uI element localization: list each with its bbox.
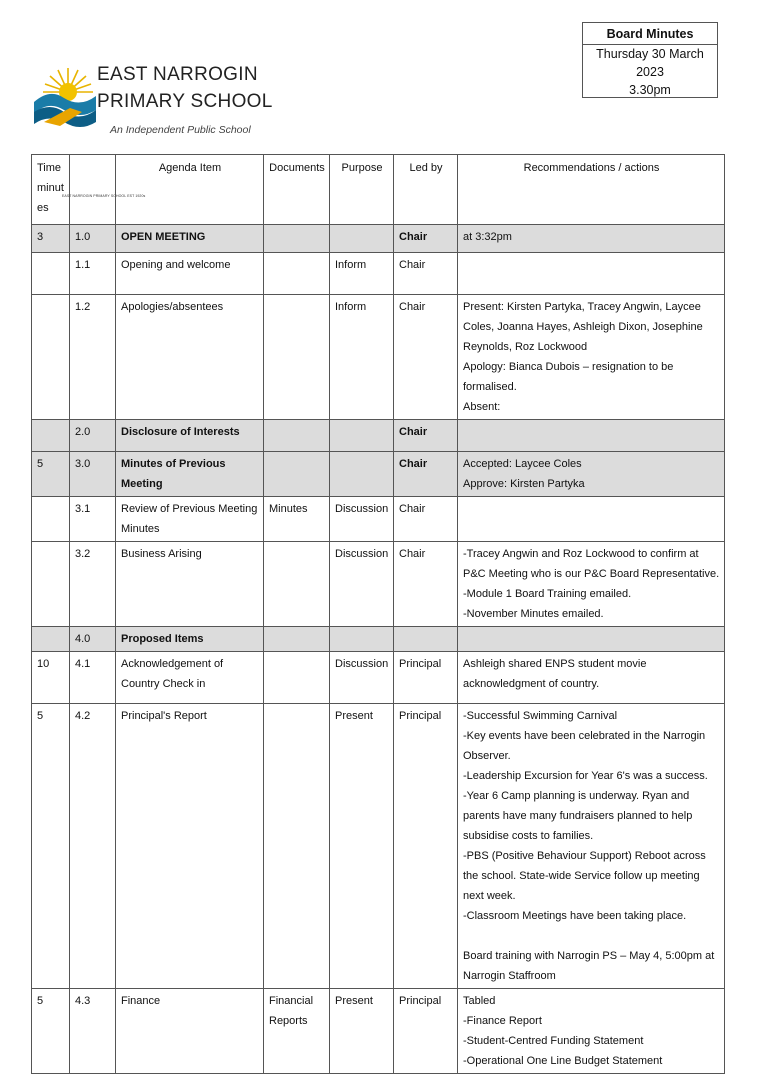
row-documents	[264, 704, 330, 989]
row-number: 1.0	[70, 225, 116, 253]
row-agenda-item: Business Arising	[116, 542, 264, 627]
row-purpose: Discussion	[330, 497, 394, 542]
row-led-by: Principal	[394, 704, 458, 989]
row-actions	[458, 989, 725, 1074]
row-led-by	[394, 627, 458, 652]
row-number: 1.2	[70, 295, 116, 420]
row-documents	[264, 452, 330, 497]
action-line: at 3:32pm	[463, 231, 512, 243]
action-line: -Student-Centred Funding Statement	[463, 1035, 644, 1047]
row-documents	[264, 253, 330, 295]
row-purpose	[330, 627, 394, 652]
table-row	[32, 497, 725, 542]
school-logo-emblem-icon	[30, 62, 100, 134]
row-purpose	[330, 452, 394, 497]
table-row	[32, 542, 725, 627]
action-line: Present: Kirsten Partyka, Tracey Angwin, Laycee Coles, Joanna Hayes, Ashleigh Dixon, Josephine Reynolds, Roz Lockwood	[463, 301, 703, 353]
action-line: Absent:	[463, 401, 501, 413]
table-row	[32, 704, 725, 989]
row-agenda-item: Opening and welcome	[116, 253, 264, 295]
row-actions	[458, 452, 725, 497]
row-documents	[264, 542, 330, 627]
row-purpose	[330, 420, 394, 452]
row-led-by: Chair	[394, 452, 458, 497]
row-actions	[458, 295, 725, 420]
table-row	[32, 420, 725, 452]
row-number: 2.0	[70, 420, 116, 452]
row-led-by: Chair	[394, 497, 458, 542]
action-line: -Classroom Meetings have been taking place.	[463, 910, 687, 922]
row-time	[32, 497, 70, 542]
action-line: Board training with Narrogin PS – May 4, 5:00pm at Narrogin Staffroom	[463, 950, 715, 982]
row-agenda-item: Principal's Report	[116, 704, 264, 989]
school-name-line1: EAST NARROGIN	[97, 64, 258, 85]
action-line: -PBS (Positive Behaviour Support) Reboot across the school. State-wide Service follow up meeting next week.	[463, 850, 706, 902]
action-line: -Leadership Excursion for Year 6's was a success.	[463, 770, 708, 782]
row-number: 4.0	[70, 627, 116, 652]
row-actions	[458, 420, 725, 452]
row-agenda-item: Disclosure of Interests	[116, 420, 264, 452]
row-number: 4.3	[70, 989, 116, 1074]
row-time: 3	[32, 225, 70, 253]
header-agenda-item: Agenda Item	[116, 155, 264, 225]
meeting-time: 3.30pm	[629, 83, 671, 98]
action-line: Accepted: Laycee Coles	[463, 458, 582, 470]
row-purpose	[330, 225, 394, 253]
action-line: Tabled	[463, 995, 496, 1007]
row-agenda-item: Apologies/absentees	[116, 295, 264, 420]
school-name-line2: PRIMARY SCHOOL	[97, 91, 273, 112]
action-line: -November Minutes emailed.	[463, 608, 604, 620]
action-line: Approve: Kirsten Partyka	[463, 478, 585, 490]
table-row	[32, 295, 725, 420]
row-agenda-item: Minutes of Previous Meeting	[116, 452, 264, 497]
row-purpose: Discussion	[330, 652, 394, 704]
action-line: Apology: Bianca Dubois – resignation to be formalised.	[463, 361, 674, 393]
row-led-by: Chair	[394, 420, 458, 452]
header-number	[70, 155, 116, 225]
row-agenda-item: Finance	[116, 989, 264, 1074]
row-time	[32, 295, 70, 420]
row-documents: Financial Reports	[264, 989, 330, 1074]
row-time	[32, 542, 70, 627]
table-row	[32, 452, 725, 497]
row-time: 5	[32, 452, 70, 497]
row-number: 3.0	[70, 452, 116, 497]
row-time	[32, 627, 70, 652]
row-documents	[264, 420, 330, 452]
header-documents: Documents	[264, 155, 330, 225]
row-number: 3.2	[70, 542, 116, 627]
row-agenda-item: OPEN MEETING	[116, 225, 264, 253]
header-led-by: Led by	[394, 155, 458, 225]
action-line: -Tracey Angwin and Roz Lockwood to confirm at P&C Meeting who is our P&C Board Representative.	[463, 548, 720, 580]
row-actions	[458, 497, 725, 542]
row-number: 3.1	[70, 497, 116, 542]
row-led-by: Chair	[394, 542, 458, 627]
row-time: 5	[32, 704, 70, 989]
table-row	[32, 253, 725, 295]
row-number: 1.1	[70, 253, 116, 295]
row-actions	[458, 627, 725, 652]
row-time	[32, 420, 70, 452]
row-documents	[264, 652, 330, 704]
row-actions	[458, 704, 725, 989]
action-line: -Key events have been celebrated in the Narrogin Observer.	[463, 730, 706, 762]
action-line: -Operational One Line Budget Statement	[463, 1055, 663, 1067]
header-actions: Recommendations / actions	[458, 155, 725, 225]
minutes-table	[31, 154, 725, 1074]
table-row	[32, 652, 725, 704]
header-purpose: Purpose	[330, 155, 394, 225]
row-documents: Minutes	[264, 497, 330, 542]
row-led-by: Chair	[394, 295, 458, 420]
row-actions	[458, 253, 725, 295]
logo-fine-print: EAST NARROGIN PRIMARY SCHOOL EST 1920s	[62, 194, 146, 198]
row-documents	[264, 295, 330, 420]
school-tagline: An Independent Public School	[110, 124, 251, 136]
header-time: Time minutes	[32, 155, 70, 225]
row-actions	[458, 225, 725, 253]
table-header-row	[32, 155, 725, 225]
row-documents	[264, 225, 330, 253]
action-line	[463, 926, 720, 946]
row-time	[32, 253, 70, 295]
table-row	[32, 627, 725, 652]
row-actions	[458, 652, 725, 704]
action-line: -Year 6 Camp planning is underway. Ryan and parents have many fundraisers planned to help subsidise costs to families.	[463, 790, 693, 842]
action-line: Ashleigh shared ENPS student movie acknowledgment of country.	[463, 658, 647, 690]
row-actions	[458, 542, 725, 627]
table-row	[32, 989, 725, 1074]
meeting-info-box	[582, 22, 718, 98]
row-documents	[264, 627, 330, 652]
row-led-by: Chair	[394, 225, 458, 253]
row-purpose: Inform	[330, 253, 394, 295]
row-led-by: Principal	[394, 989, 458, 1074]
row-agenda-item: Proposed Items	[116, 627, 264, 652]
row-number: 4.2	[70, 704, 116, 989]
row-agenda-item: Acknowledgement of Country Check in	[116, 652, 264, 704]
table-row	[32, 225, 725, 253]
row-agenda-item: Review of Previous Meeting Minutes	[116, 497, 264, 542]
meeting-date: Thursday 30 March 2023	[596, 47, 704, 80]
row-purpose: Present	[330, 704, 394, 989]
action-line: -Finance Report	[463, 1015, 542, 1027]
row-purpose: Discussion	[330, 542, 394, 627]
row-time: 5	[32, 989, 70, 1074]
row-purpose: Present	[330, 989, 394, 1074]
action-line: -Successful Swimming Carnival	[463, 710, 618, 722]
row-led-by: Principal	[394, 652, 458, 704]
row-led-by: Chair	[394, 253, 458, 295]
action-line: -Module 1 Board Training emailed.	[463, 588, 632, 600]
row-number: 4.1	[70, 652, 116, 704]
meeting-title: Board Minutes	[583, 23, 717, 45]
row-time: 10	[32, 652, 70, 704]
row-purpose: Inform	[330, 295, 394, 420]
